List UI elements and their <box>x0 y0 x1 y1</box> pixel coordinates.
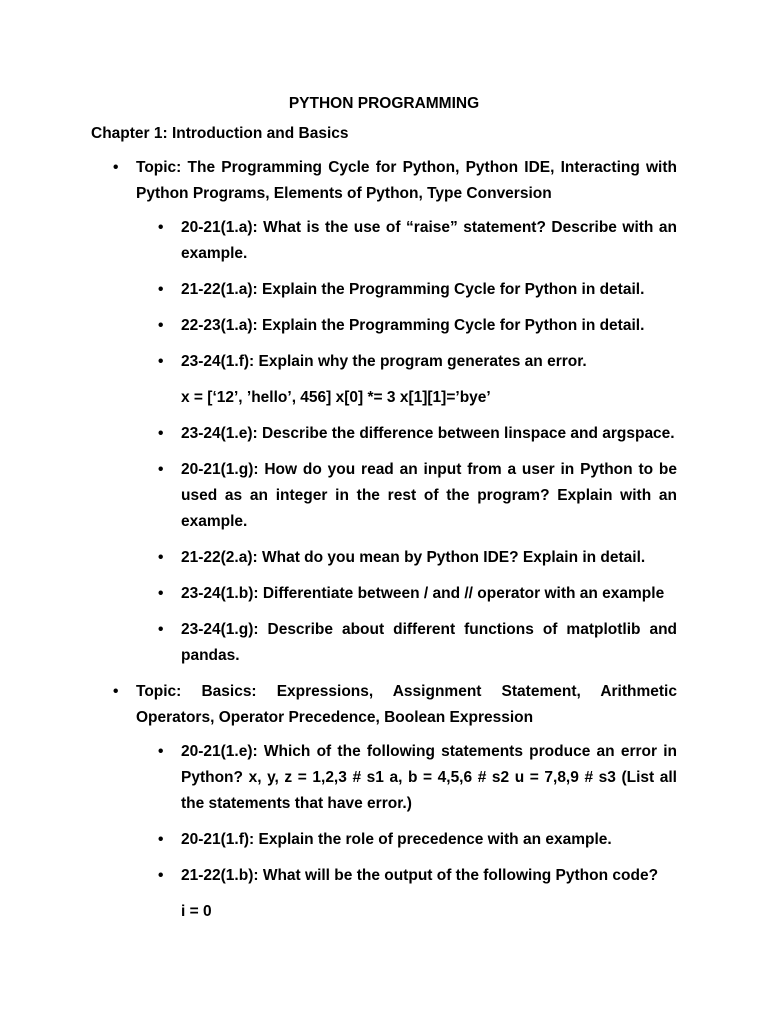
question-item <box>136 215 677 267</box>
bullet-icon: • <box>158 867 164 884</box>
bullet-icon: • <box>158 219 164 236</box>
topic-label: Topic: Basics: Expressions, Assignment Statement, Arithmetic Operators, Operator Precedence, Boolean Expression <box>136 683 677 726</box>
bullet-icon: • <box>113 159 119 176</box>
bullet-icon: • <box>158 549 164 566</box>
bullet-icon: • <box>158 831 164 848</box>
bullet-icon: • <box>158 585 164 602</box>
question-text: 23-24(1.f): Explain why the program generates an error. <box>181 353 587 370</box>
document-title: PYTHON PROGRAMMING <box>288 95 480 112</box>
question-text: 20-21(1.e): Which of the following statements produce an error in Python? x, y, z = 1,2,3 # s1 a, b = 4,5,6 # s2 u = 7,8,9 # s3 (List all the statements that have error.) <box>181 743 677 812</box>
code-snippet: i = 0 <box>181 903 212 920</box>
topic-item <box>91 679 677 925</box>
question-text: 23-24(1.e): Describe the difference between linspace and argspace. <box>181 425 675 442</box>
question-text: 20-21(1.a): What is the use of “raise” statement? Describe with an example. <box>181 219 677 262</box>
bullet-icon: • <box>158 281 164 298</box>
question-text: 23-24(1.b): Differentiate between / and // operator with an example <box>181 585 665 602</box>
topic-list <box>91 155 677 925</box>
question-item <box>136 545 677 571</box>
question-item <box>136 457 677 535</box>
bullet-icon: • <box>158 353 164 370</box>
question-item <box>136 581 677 607</box>
topic-item <box>91 155 677 669</box>
question-text: 21-22(1.b): What will be the output of the following Python code? <box>181 867 659 884</box>
bullet-icon: • <box>113 683 119 700</box>
question-text: 20-21(1.g): How do you read an input from a user in Python to be used as an integer in the rest of the program? Explain with an example. <box>181 461 677 530</box>
bullet-icon: • <box>158 317 164 334</box>
question-text: 21-22(2.a): What do you mean by Python IDE? Explain in detail. <box>181 549 646 566</box>
question-text: 23-24(1.g): Describe about different functions of matplotlib and pandas. <box>181 621 677 664</box>
code-snippet: x = [‘12’, ’hello’, 456] x[0] *= 3 x[1][1]=’bye’ <box>181 389 491 406</box>
question-item <box>136 277 677 303</box>
question-text: 20-21(1.f): Explain the role of precedence with an example. <box>181 831 612 848</box>
question-text: 21-22(1.a): Explain the Programming Cycle for Python in detail. <box>181 281 645 298</box>
question-text: 22-23(1.a): Explain the Programming Cycle for Python in detail. <box>181 317 645 334</box>
question-item <box>136 827 677 853</box>
topic-label: Topic: The Programming Cycle for Python, Python IDE, Interacting with Python Programs, Elements of Python, Type Conversion <box>136 159 677 202</box>
bullet-icon: • <box>158 743 164 760</box>
question-item <box>136 863 677 889</box>
bullet-icon: • <box>158 461 164 478</box>
chapter-heading: Chapter 1: Introduction and Basics <box>91 125 349 142</box>
bullet-icon: • <box>158 425 164 442</box>
bullet-icon: • <box>158 621 164 638</box>
question-item <box>136 313 677 339</box>
question-item <box>136 349 677 375</box>
question-list <box>136 215 677 669</box>
question-item <box>136 421 677 447</box>
question-list <box>136 739 677 925</box>
question-item <box>136 739 677 817</box>
question-item <box>136 617 677 669</box>
